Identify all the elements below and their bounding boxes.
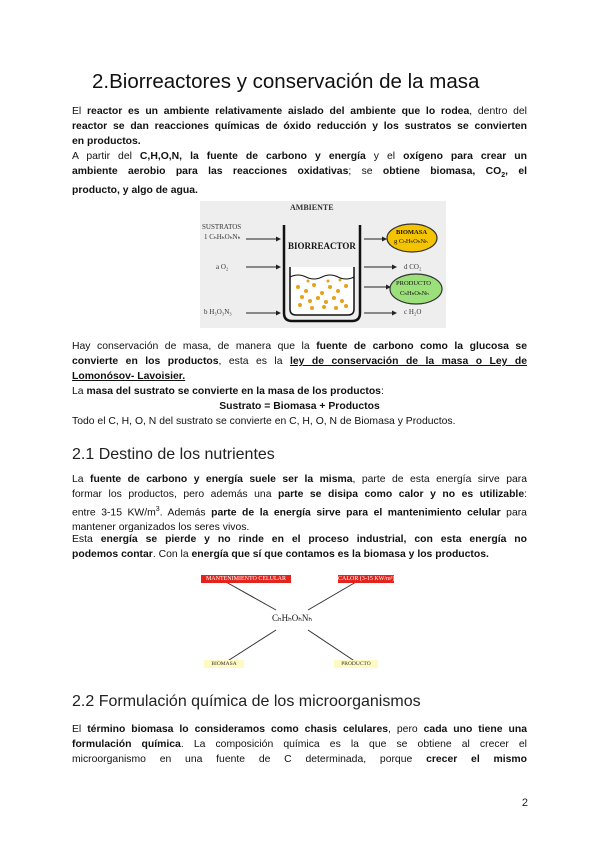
ambiente-label: AMBIENTE xyxy=(290,203,334,212)
sustratos-formula: 1 CₕHₕOₕNₕ xyxy=(204,233,241,241)
line-biomasa xyxy=(226,630,276,662)
producto-label: PRODUCTO xyxy=(396,280,431,287)
biomasa-formula: g CₕHₕOₕNₕ xyxy=(394,238,428,245)
h2o-label: c H₂O xyxy=(404,308,422,316)
biomasa-box: BIOMASA xyxy=(204,660,244,668)
center-formula: CₕHₕOₕNₕ xyxy=(272,613,313,623)
calor-box: CALOR (3-15 KW/m³) xyxy=(338,576,395,582)
o2-label: a O₂ xyxy=(216,263,229,271)
paragraph-energia: Esta energía se pierde y no rinde en el proceso industrial, con esta energía no podemos contar. Con la energía que sí que contamos es la biomasa y los productos. xyxy=(72,534,527,560)
paragraph-conservacion: Hay conservación de masa, de manera que la fuente de carbono como la glucosa se convierte en los productos, esta es la ley de conservación de la masa o Ley de Lomonósov- Lavoisier. La masa del sustrato se convierte en la masa de los productos: Sustrato = Biomasa + Productos Todo el C, H, O, N del sustrato se convierte en C, H, O, N de Biomasa y Productos. xyxy=(72,341,528,427)
paragraph-reactor: El reactor es un ambiente relativamente aislado del ambiente que lo rodea, dentro del reactor se dan reacciones químicas de óxido reducción y los sustratos se convierten en productos. xyxy=(72,106,527,147)
line-producto xyxy=(308,630,356,662)
sustratos-label: SUSTRATOS xyxy=(202,223,242,231)
bioreactor-diagram xyxy=(200,201,446,328)
paragraph-formulacion: El término biomasa lo consideramos como chasis celulares, pero cada uno tiene una formulación química. La composición química es la que se obtiene al crecer el microorganismo en una fuente de C determinada, porque crecer el mismo xyxy=(72,724,527,765)
page-title: 2.Biorreactores y conservación de la masa xyxy=(92,70,480,93)
section-heading-2-2: 2.2 Formulación química de los microorganismos xyxy=(72,693,421,710)
co2-label: d CO₂ xyxy=(404,263,422,271)
mass-formula: Sustrato = Biomasa + Productos xyxy=(219,401,380,412)
paragraph-fuente: La fuente de carbono y energía suele ser la misma, parte de esta energía sirve para formar los productos, pero además una parte se disipa como calor y no es utilizable: entre 3-15 $KW/m^3$. Además parte de la energía sirve para el mantenimiento celular para mantener organizados los seres vivos. xyxy=(72,474,527,534)
biomasa-label: BIOMASA xyxy=(396,229,428,236)
h3o-label: b H₃O₃N₃ xyxy=(204,308,232,316)
energy-destination-diagram xyxy=(196,572,396,672)
mantenimiento-box: MANTENIMIENTO CELULAR xyxy=(201,575,291,583)
line-calor xyxy=(308,582,356,610)
producto-box: PRODUCTO xyxy=(334,660,378,668)
producto-formula: CₕHₕOₕNₕ xyxy=(400,290,429,297)
section-heading-2-1: 2.1 Destino de los nutrientes xyxy=(72,446,275,463)
bioreactor-label: BIORREACTOR xyxy=(288,241,356,251)
line-mant xyxy=(226,582,276,610)
paragraph-sources: A partir del C,H,O,N, la fuente de carbono y energía y el oxígeno para crear un ambiente aerobio para las reacciones oxidativas; se obtiene biomasa, $CO_2$, el producto, y algo de agua. xyxy=(72,151,528,197)
page-number: 2 xyxy=(521,797,528,809)
